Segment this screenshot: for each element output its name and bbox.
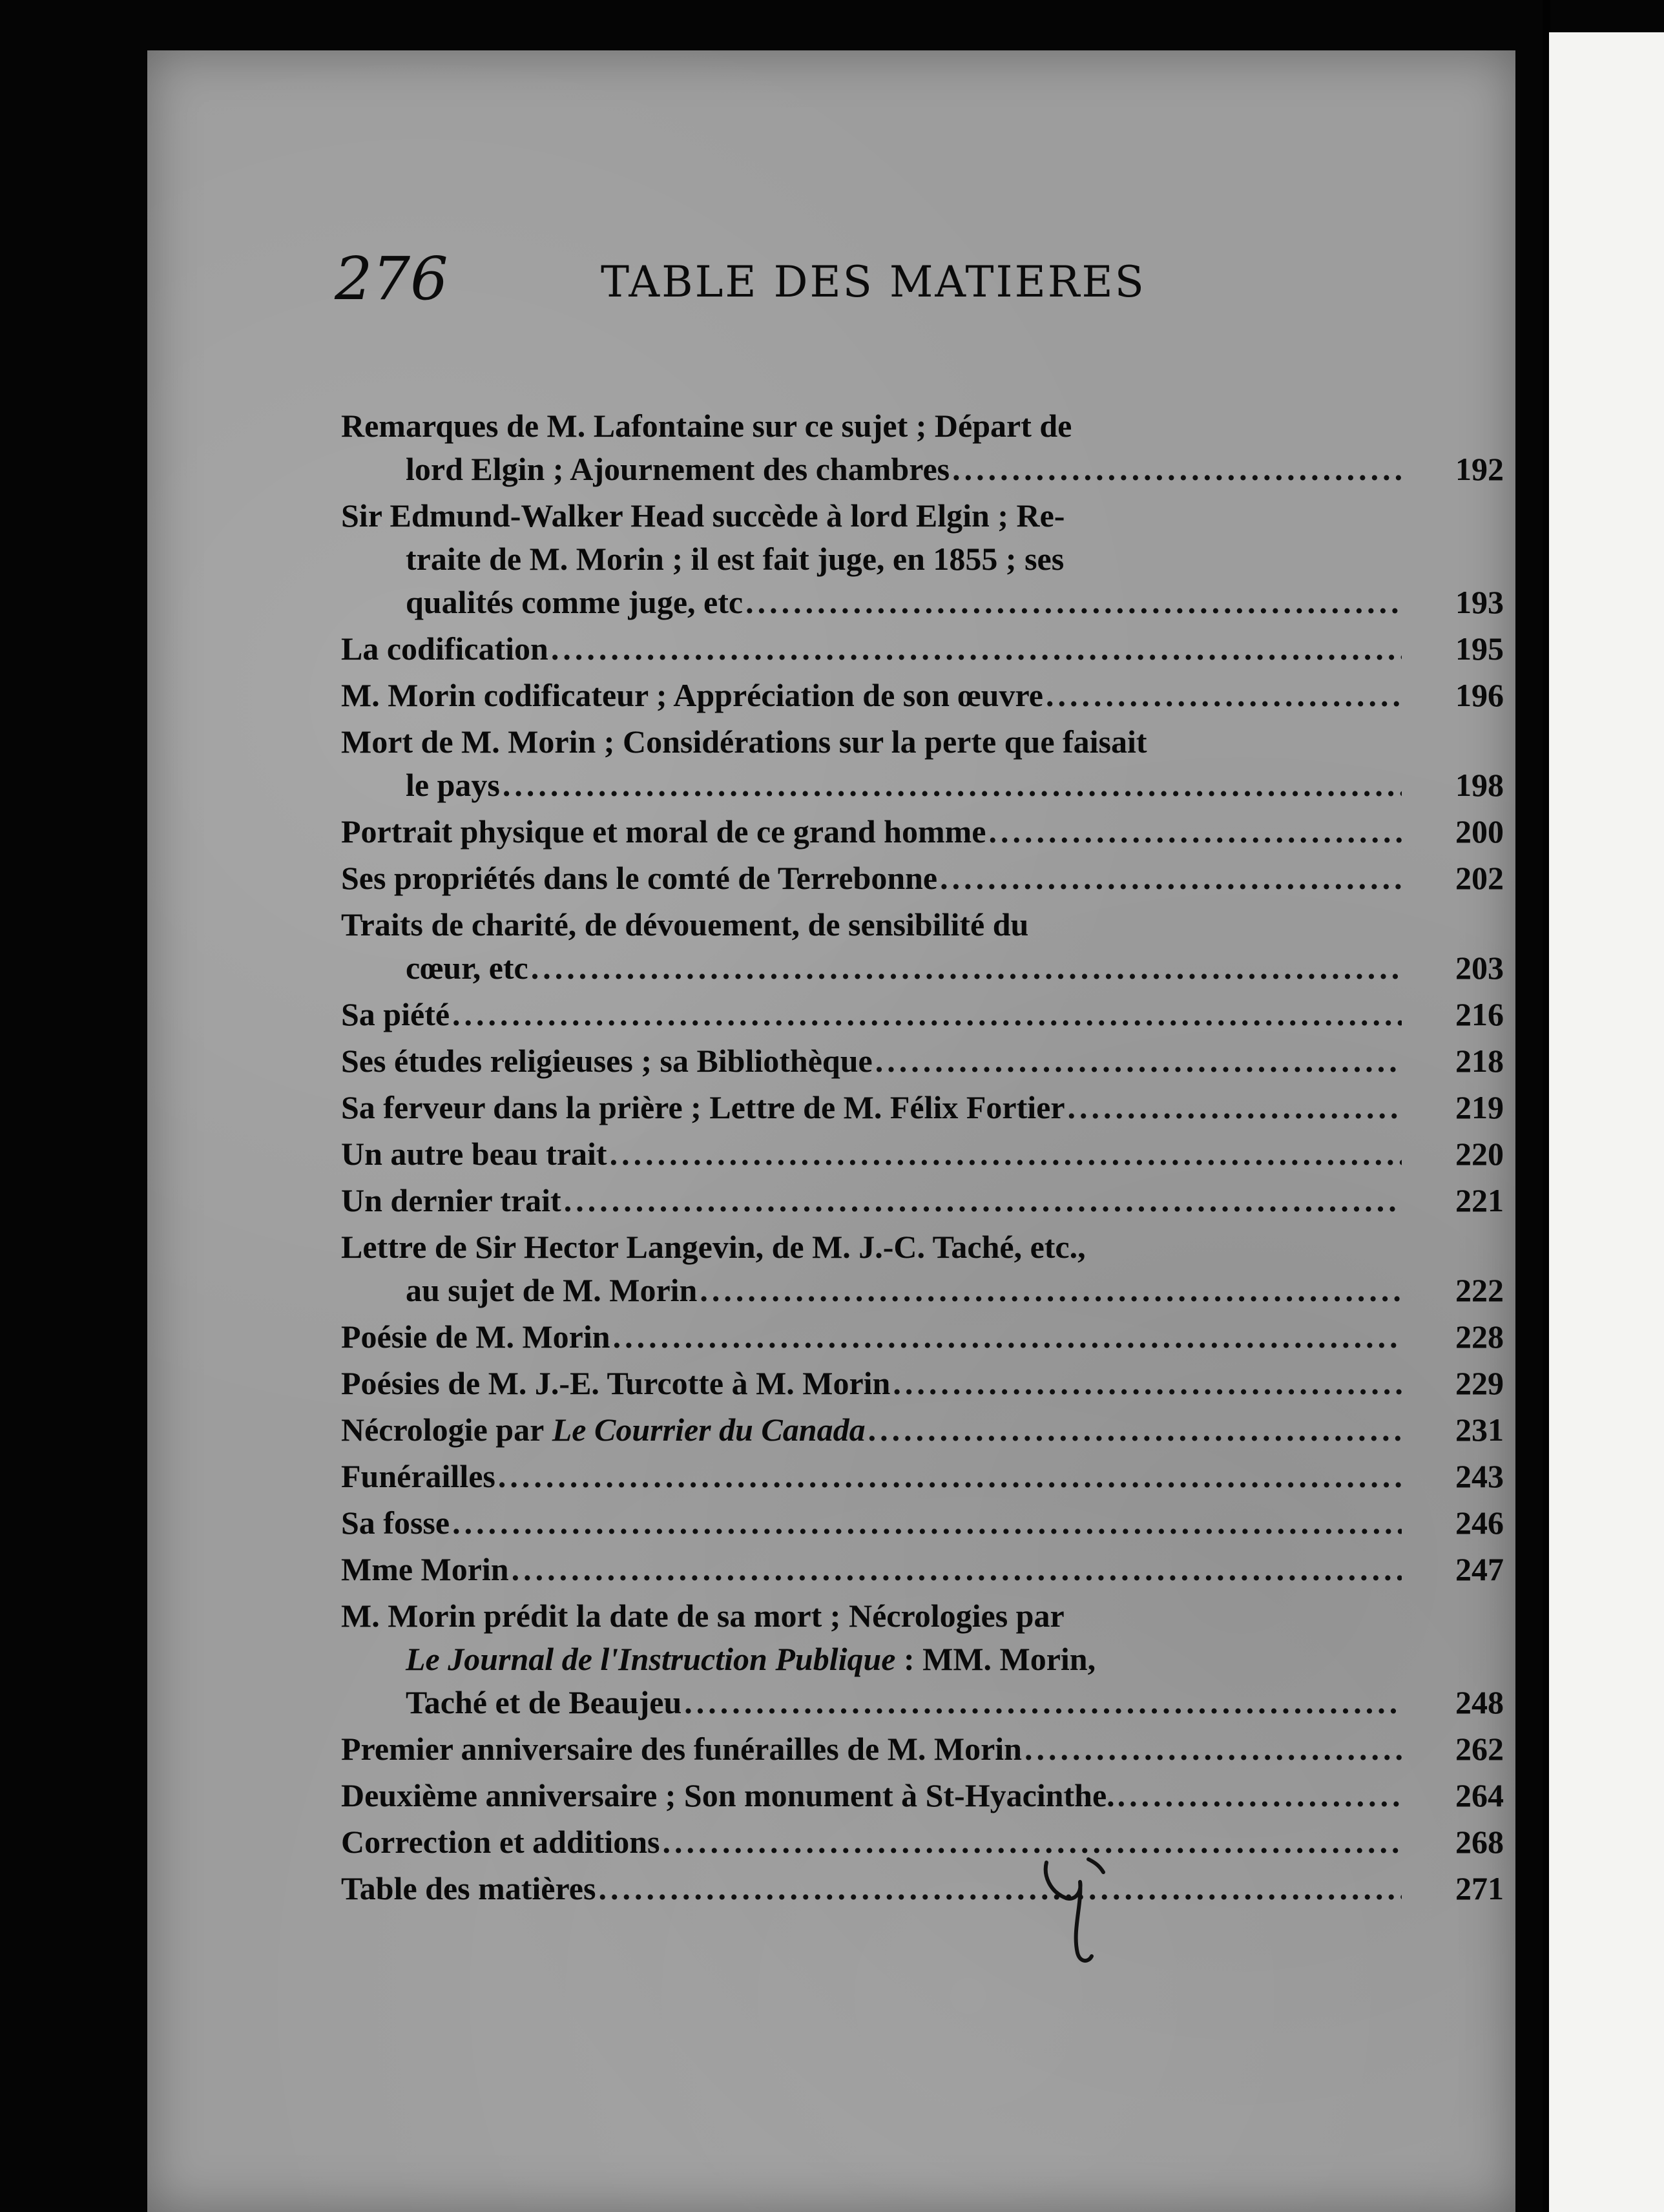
dot-leader bbox=[512, 1548, 1402, 1591]
dot-leader bbox=[1046, 674, 1402, 717]
toc-entry-text-italic: Le Courrier du Canada bbox=[552, 1412, 866, 1448]
toc-page-number: 202 bbox=[1455, 860, 1504, 896]
dot-leader bbox=[940, 857, 1402, 900]
toc-entry-text: Remarques de M. Lafontaine sur ce sujet ; Départ de bbox=[341, 408, 1072, 444]
toc-entry bbox=[341, 1132, 1504, 1176]
toc-page-number: 193 bbox=[1455, 584, 1504, 620]
toc-page-number: 248 bbox=[1455, 1684, 1504, 1720]
toc-page-number: 231 bbox=[1455, 1412, 1504, 1448]
toc-page-number: 222 bbox=[1455, 1272, 1504, 1308]
dot-leader bbox=[745, 581, 1402, 624]
toc-entry bbox=[341, 1594, 1504, 1724]
toc-entry-text: Poésies de M. J.-E. Turcotte à M. Morin bbox=[341, 1365, 891, 1401]
toc-entry-text: Portrait physique et moral de ce grand homme bbox=[341, 813, 986, 850]
toc-entry-text: Lettre de Sir Hector Langevin, de M. J.-C. Taché, etc., bbox=[341, 1229, 1086, 1265]
toc-entry-text: Taché et de Beaujeu bbox=[406, 1684, 682, 1720]
toc-entry-text: Table des matières bbox=[341, 1870, 596, 1906]
toc-entry-text-italic: Le Journal de l'Instruction Publique bbox=[406, 1641, 896, 1677]
toc-entry bbox=[341, 1315, 1504, 1359]
toc-entry-text: : MM. Morin, bbox=[903, 1641, 1096, 1677]
dot-leader bbox=[564, 1179, 1402, 1222]
toc-entry-text: M. Morin prédit la date de sa mort ; Nécrologies par bbox=[341, 1598, 1065, 1634]
toc-entry bbox=[341, 1226, 1504, 1312]
toc-entry bbox=[341, 1727, 1504, 1771]
toc-page-number: 195 bbox=[1455, 631, 1504, 667]
toc-page-number: 200 bbox=[1455, 813, 1504, 850]
toc-entry bbox=[341, 674, 1504, 717]
toc-entry-text: La codification bbox=[341, 631, 548, 667]
toc-page-number: 221 bbox=[1455, 1182, 1504, 1218]
toc-page-number: 264 bbox=[1455, 1777, 1504, 1813]
toc-entry-text: Sa piété bbox=[341, 996, 450, 1032]
toc-page-number: 246 bbox=[1455, 1505, 1504, 1541]
toc-entry-text: traite de M. Morin ; il est fait juge, en 1855 ; ses bbox=[406, 541, 1065, 577]
toc-entry-text: Ses propriétés dans le comté de Terrebonne bbox=[341, 860, 938, 896]
dot-leader bbox=[875, 1039, 1402, 1083]
dot-leader bbox=[503, 764, 1402, 807]
dot-leader bbox=[598, 1867, 1402, 1910]
dot-leader bbox=[684, 1681, 1402, 1724]
toc-entry-text: Ses études religieuses ; sa Bibliothèque bbox=[341, 1043, 873, 1079]
toc-entry bbox=[341, 1455, 1504, 1498]
toc-entry-text: Premier anniversaire des funérailles de M. Morin bbox=[341, 1731, 1022, 1767]
toc-entry-text: cœur, etc bbox=[406, 950, 528, 986]
dot-leader bbox=[1024, 1727, 1402, 1771]
dot-leader bbox=[498, 1455, 1402, 1498]
dot-leader bbox=[452, 1501, 1402, 1545]
toc-page-number: 268 bbox=[1455, 1824, 1504, 1860]
toc-entry-text: Mort de M. Morin ; Considérations sur la perte que faisait bbox=[341, 724, 1147, 760]
toc-page-number: 228 bbox=[1455, 1319, 1504, 1355]
toc-entry bbox=[341, 810, 1504, 853]
dot-leader bbox=[893, 1362, 1402, 1405]
toc-page-number: 243 bbox=[1455, 1458, 1504, 1494]
dot-leader bbox=[1068, 1086, 1402, 1129]
dot-leader bbox=[700, 1269, 1402, 1312]
toc-entry bbox=[341, 1362, 1504, 1405]
toc-page-number: 220 bbox=[1455, 1136, 1504, 1172]
toc-entry-text: lord Elgin ; Ajournement des chambres bbox=[406, 451, 950, 487]
toc-page-number: 196 bbox=[1455, 677, 1504, 713]
toc-entry-text: Deuxième anniversaire ; Son monument à St-Hyacinthe. bbox=[341, 1777, 1115, 1813]
toc-entry bbox=[341, 993, 1504, 1036]
toc-entry bbox=[341, 1867, 1504, 1910]
toc-entry-text: Sir Edmund-Walker Head succède à lord Elgin ; Re- bbox=[341, 497, 1065, 534]
toc-entry bbox=[341, 857, 1504, 900]
toc-entry-text: Nécrologie par bbox=[341, 1412, 545, 1448]
dot-leader bbox=[551, 627, 1402, 671]
toc-entry bbox=[341, 1501, 1504, 1545]
toc-page-number: 229 bbox=[1455, 1365, 1504, 1401]
toc-entry bbox=[341, 1039, 1504, 1083]
toc-page-number: 192 bbox=[1455, 451, 1504, 487]
dot-leader bbox=[613, 1315, 1402, 1359]
page-header bbox=[335, 244, 1278, 367]
toc-entry-text: au sujet de M. Morin bbox=[406, 1272, 698, 1308]
dot-leader bbox=[452, 993, 1402, 1036]
toc-entry bbox=[341, 1548, 1504, 1591]
toc-entry bbox=[341, 720, 1504, 807]
dot-leader bbox=[531, 946, 1402, 990]
dot-leader bbox=[610, 1132, 1402, 1176]
toc-page-number: 219 bbox=[1455, 1089, 1504, 1125]
dot-leader bbox=[1118, 1774, 1402, 1817]
dot-leader bbox=[868, 1408, 1402, 1452]
dot-leader bbox=[952, 448, 1402, 491]
toc-entry bbox=[341, 1821, 1504, 1864]
toc-entry bbox=[341, 494, 1504, 624]
toc-page-number: 216 bbox=[1455, 996, 1504, 1032]
handwritten-mark bbox=[1027, 1846, 1124, 1976]
scan-margin-strip bbox=[1549, 32, 1664, 2212]
toc-entry bbox=[341, 627, 1504, 671]
toc-entry-text: qualités comme juge, etc bbox=[406, 584, 744, 620]
toc-entry bbox=[341, 903, 1504, 990]
toc-page-number: 271 bbox=[1455, 1870, 1504, 1906]
toc-entry-text: M. Morin codificateur ; Appréciation de son œuvre bbox=[341, 677, 1043, 713]
toc-entry-text: le pays bbox=[406, 767, 500, 803]
toc-entry-text: Mme Morin bbox=[341, 1551, 509, 1587]
toc-entry-text: Sa fosse bbox=[341, 1505, 450, 1541]
page-number: 276 bbox=[335, 244, 448, 313]
toc-entry bbox=[341, 1086, 1504, 1129]
toc-entry-text: Un autre beau trait bbox=[341, 1136, 607, 1172]
toc-entry-text: Funérailles bbox=[341, 1458, 495, 1494]
toc-page-number: 218 bbox=[1455, 1043, 1504, 1079]
toc-entry bbox=[341, 1408, 1504, 1452]
toc-page-number: 203 bbox=[1455, 950, 1504, 986]
toc-entry-text: Poésie de M. Morin bbox=[341, 1319, 610, 1355]
table-of-contents bbox=[341, 404, 1504, 1914]
toc-page-number: 247 bbox=[1455, 1551, 1504, 1587]
toc-entry bbox=[341, 1179, 1504, 1222]
book-page bbox=[147, 50, 1515, 2212]
running-title: TABLE DES MATIERES bbox=[601, 257, 1146, 307]
toc-entry-text: Un dernier trait bbox=[341, 1182, 561, 1218]
toc-entry-text: Traits de charité, de dévouement, de sensibilité du bbox=[341, 906, 1029, 943]
toc-entry-text: Correction et additions bbox=[341, 1824, 660, 1860]
toc-page-number: 262 bbox=[1455, 1731, 1504, 1767]
toc-page-number: 198 bbox=[1455, 767, 1504, 803]
toc-entry-text: Sa ferveur dans la prière ; Lettre de M. Félix Fortier bbox=[341, 1089, 1065, 1125]
toc-entry bbox=[341, 404, 1504, 491]
dot-leader bbox=[988, 810, 1402, 853]
toc-entry bbox=[341, 1774, 1504, 1817]
